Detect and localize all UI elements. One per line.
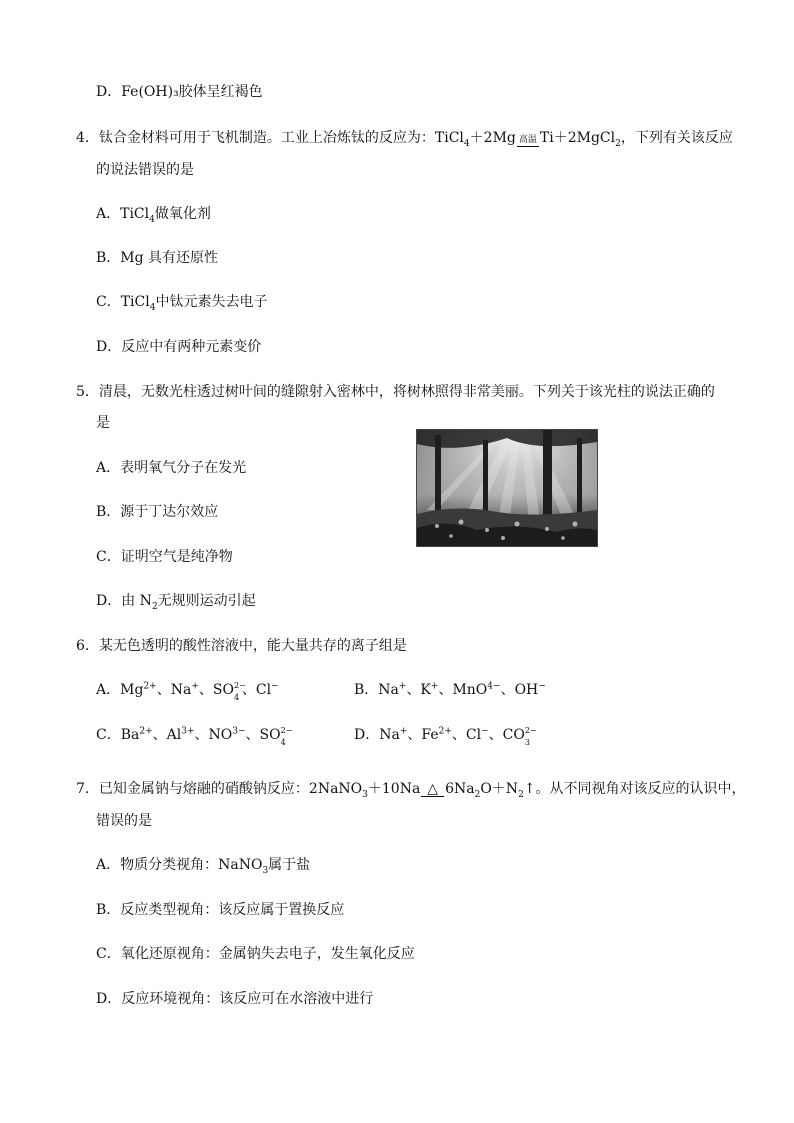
q4-sub: 4 [463,138,470,149]
q5-stem-line2: 是 [96,415,110,431]
ion-charge-stack: 2− 4 [233,681,246,702]
heat-symbol-icon: △ [427,781,439,797]
q5-option-d: D．由 $N_2$无规则运动引起 [96,593,256,612]
q6-option-d: D．Na+、$Fe^{2+}$、Cl−、CO 2− 3 [354,726,537,747]
q7-option-d: D．反应环境视角：该反应可在水溶液中进行 [96,991,374,1007]
q4-stem-line2: 的说法错误的是 [96,162,194,178]
q6-option-a: A．$Mg^{2+}$、Na+、SO 2− 4 、Cl− [96,681,279,702]
forest-light-rays-photo [416,429,598,547]
q5-stem-line1: 5．清晨，无数光柱透过树叶间的缝隙射入密林中，将树林照得非常美丽。下列关于该光柱的说法正确的 [76,384,715,400]
q4-sub: 2 [615,138,621,149]
q7-stem-line2: 错误的是 [96,813,152,829]
ion-charge-stack: 2− 3 [524,726,537,747]
q4-option-a: A．TiCl$_4$做氧化剂 [96,206,211,225]
q7-option-b: B．反应类型视角：该反应属于置换反应 [96,902,345,918]
q4-text: ，下列有关该反应 [620,130,733,146]
q4-text: Ti＋2MgCl [539,130,616,146]
q4-stem-line1 [76,128,733,148]
reaction-heat-arrow [421,782,444,797]
q6-option-c: C．$Ba^{2+}$、$Al^{3+}$、$NO^{3-}$、SO 2− 4 [96,726,293,747]
q6-option-b: B．Na+、K+、MnO$^{4-}$、OH− [354,681,546,698]
q7-stem-line1: 7．已知金属钠与熔融的硝酸钠反应：2NaNO$_3$＋10Na △ $6Na_2O+N_2↑$。从不同视角对该反应的认识中， [76,781,746,800]
q4-option-c: C．TiCl$_4$中钛元素失去电子 [96,294,268,313]
reaction-condition: 高温 [518,135,537,145]
q7-option-a: A．物质分类视角：NaNO$_3$属于盐 [96,857,311,876]
q7-option-c: C．氧化还原视角：金属钠失去电子，发生氧化反应 [96,946,415,962]
q4-option-d: D．反应中有两种元素变价 [96,339,262,355]
q4-text: 4．钛合金材料可用于飞机制造。工业上冶炼钛的反应为：TiCl [76,130,464,146]
ion-charge-stack: 2− 4 [280,726,293,747]
reaction-condition-arrow [517,134,539,147]
q5-option-a: A．表明氧气分子在发光 [96,460,247,476]
q4-text: ＋2Mg [469,130,516,146]
q6-stem: 6．某无色透明的酸性溶液中，能大量共存的离子组是 [76,638,407,654]
q5-option-b: B．源于丁达尔效应 [96,504,219,520]
q3-option-d: D．Fe(OH)₃胶体呈红褐色 [96,84,263,100]
q4-option-b: B．Mg 具有还原性 [96,250,219,266]
q5-option-c: C．证明空气是纯净物 [96,549,233,565]
